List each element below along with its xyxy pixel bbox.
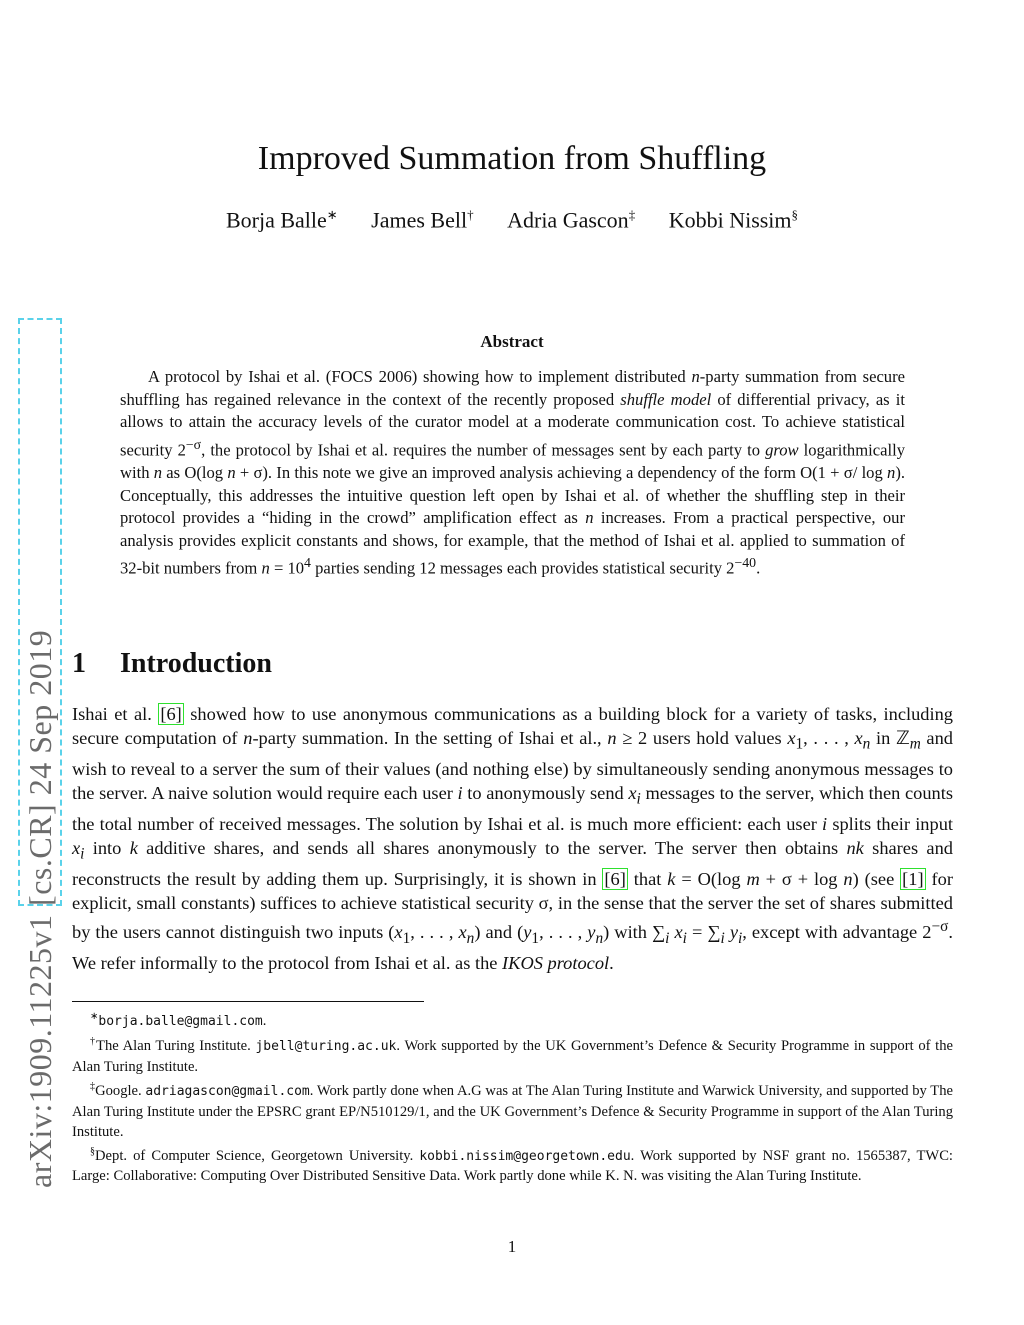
section-heading: 1 Introduction <box>72 648 272 679</box>
footnote: ‡Google. adriagascon@gmail.com. Work partly done when A.G was at The Alan Turing Institute and Warwick University, and supported by The Alan Turing Institute under the EPSRC grant EP/N510129/1, and the UK Government’s Defence & Security Programme in support of the Alan Turing Institute. <box>72 1080 953 1140</box>
footnote: ∗borja.balle@gmail.com. <box>90 1011 267 1029</box>
abstract-body: A protocol by Ishai et al. (FOCS 2006) showing how to implement distributed n-party summation from secure shuffling has regained relevance in the context of the recently proposed shuffle model of differential privacy, as it allows to attain the accuracy levels of the curator model at a moderate communication cost. To achieve statistical security $2^{-\sigma}$, the protocol by Ishai et al. requires the number of messages sent by each party to grow logarithmically with n as O(log n + σ). In this note we give an improved analysis achieving a dependency of the form O(1 + σ/ log n). Conceptually, this addresses the intuitive question left open by Ishai et al. of whether the shuffling step in their protocol provides a “hiding in the crowd” amplification effect as n increases. From a practical perspective, our analysis provides explicit constants and shows, for example, that the method of Ishai et al. applied to summation of 32-bit numbers from $n = 10^4$ parties sending 12 messages each provides statistical security $2^{-40}$. <box>120 367 906 578</box>
author: Borja Balle∗ <box>225 207 338 233</box>
footnote: †The Alan Turing Institute. jbell@turing.ac.uk. Work supported by the UK Government’s Defence & Security Programme in support of the Alan Turing Institute. <box>72 1035 954 1075</box>
footnote-divider <box>72 1001 424 1002</box>
footnote: §Dept. of Computer Science, Georgetown University. kobbi.nissim@georgetown.edu. Work supported by NSF grant no. 1565387, TWC: Large: Collaborative: Computing Over Distributed Sensitive Data. Work partly done while K. N. was visiting the Alan Turing Institute. <box>72 1145 953 1185</box>
citation-link[interactable]: [6] <box>160 704 182 724</box>
footnotes <box>72 1007 953 1186</box>
introduction-paragraph: Ishai et al. [6] showed how to use anonymous communications as a building block for a variety of tasks, including secure computation of n-party summation. In the setting of Ishai et al., n ≥ 2 users hold values $x_1$, . . . , $x_n$ in ℤ$_m$ and wish to reveal to a server the sum of their values (and nothing else) by simultaneously sending anonymous messages to the server. A naive solution would require each user i to anonymously send $x_i$ messages to the server, which then counts the total number of received messages. The solution by Ishai et al. is much more efficient: each user i splits their input $x_i$ into k additive shares, and sends all shares anonymously to the server. The server then obtains nk shares and reconstructs the result by adding them up. Surprisingly, it is shown in [6] that k = O(log m + σ + log n) (see [1] for explicit, small constants) suffices to achieve statistical security σ, in the sense that the server the set of shares submitted by the users cannot distinguish two inputs ($x_1$, . . . , $x_n$) and ($y_1$, . . . , $y_n$) with $\sum_i$ $x_i = \sum_i$ $y_i$, except with advantage $2^{-\sigma}$. We refer informally to the protocol from Ishai et al. as the IKOS protocol. <box>72 704 954 973</box>
abstract-heading: Abstract <box>480 332 544 351</box>
email-link[interactable]: adriagascon@gmail.com <box>145 1083 310 1099</box>
email-link[interactable]: kobbi.nissim@georgetown.edu <box>419 1148 631 1164</box>
author-list <box>0 207 1024 233</box>
author: Kobbi Nissim§ <box>668 207 799 233</box>
arxiv-identifier[interactable]: arXiv:1909.11225v1 [cs.CR] 24 Sep 2019 <box>22 629 58 1188</box>
author: Adria Gascon‡ <box>507 207 636 233</box>
citation-link[interactable]: [6] <box>604 868 626 889</box>
paper-title: Improved Summation from Shuffling <box>257 140 767 177</box>
email-link[interactable]: jbell@turing.ac.uk <box>255 1038 397 1054</box>
citation-link[interactable]: [1] <box>902 868 924 889</box>
author: James Bell† <box>371 207 474 233</box>
email-link[interactable]: borja.balle@gmail.com <box>98 1013 263 1029</box>
page-number: 1 <box>507 1237 517 1256</box>
